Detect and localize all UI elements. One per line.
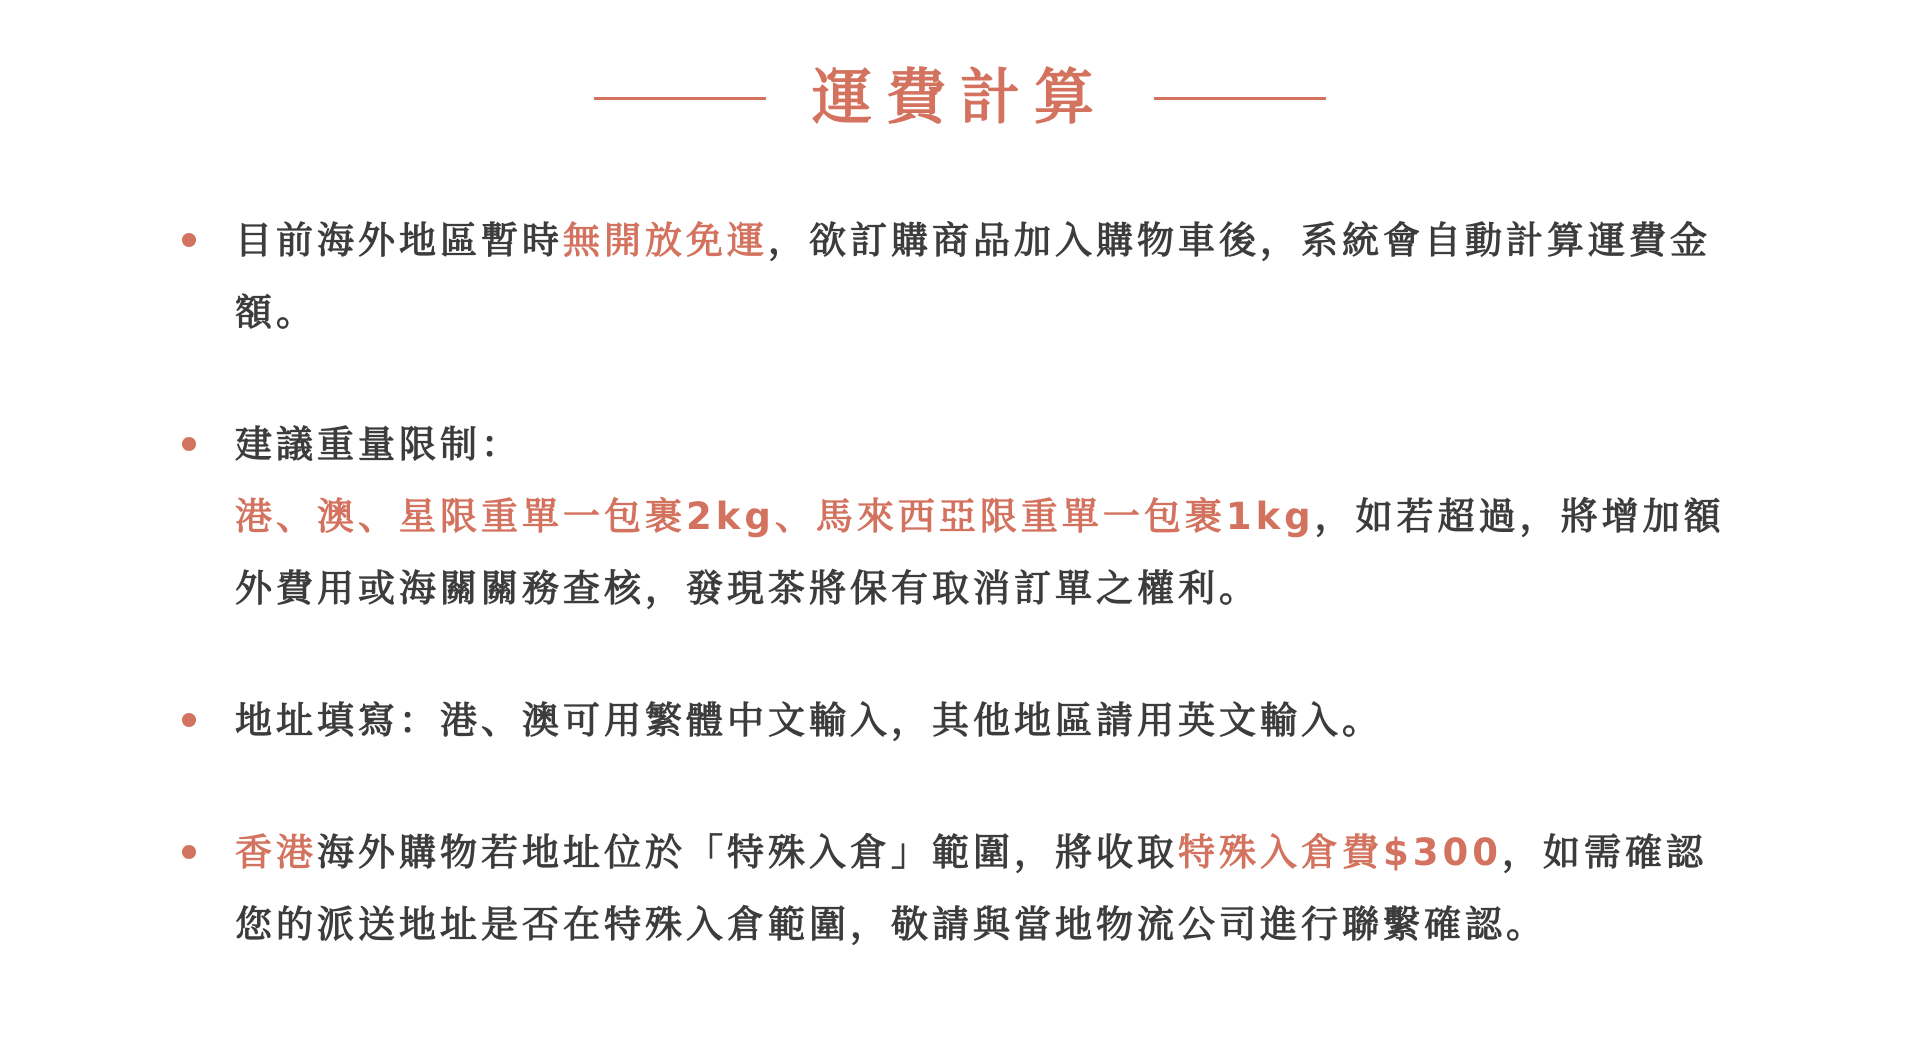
page-title: 運費計算: [812, 63, 1108, 133]
note-text: 建議重量限制：: [235, 423, 522, 466]
note-text: ，欲訂購商品加入購物車後，系統會自動計算運費金額。: [235, 219, 1711, 334]
bullet-icon: [182, 233, 196, 247]
note-highlight: 特殊入倉費$300: [1178, 831, 1502, 874]
note-text: 海外購物若地址位於「特殊入倉」範圍，將收取: [317, 831, 1178, 874]
note-highlight: 無開放免運: [563, 219, 768, 262]
note-weight-limit: [180, 409, 1740, 625]
note-highlight: 香港: [235, 831, 317, 874]
note-highlight: 港、澳、星限重單一包裹2kg、馬來西亞限重單一包裹1kg: [235, 495, 1315, 538]
section-heading: [0, 58, 1920, 138]
note-text: ，如若超過，將增加額外費用或海關關務查核，發現茶將保有取消訂單之權利。: [235, 495, 1725, 610]
note-text: ，如需確認您的派送地址是否在特殊入倉範圍，敬請與當地物流公司進行聯繫確認。: [235, 831, 1707, 946]
note-special-warehouse: [180, 817, 1740, 961]
shipping-notes-list: [180, 205, 1740, 1021]
note-text: 目前海外地區暫時: [235, 219, 563, 262]
note-address-format: [180, 685, 1740, 757]
bullet-icon: [182, 437, 196, 451]
heading-right-rule: [1154, 97, 1326, 100]
note-overseas-shipping: [180, 205, 1740, 349]
bullet-icon: [182, 713, 196, 727]
bullet-icon: [182, 845, 196, 859]
note-text: 地址填寫：港、澳可用繁體中文輸入，其他地區請用英文輸入。: [235, 699, 1383, 742]
heading-left-rule: [594, 97, 766, 100]
